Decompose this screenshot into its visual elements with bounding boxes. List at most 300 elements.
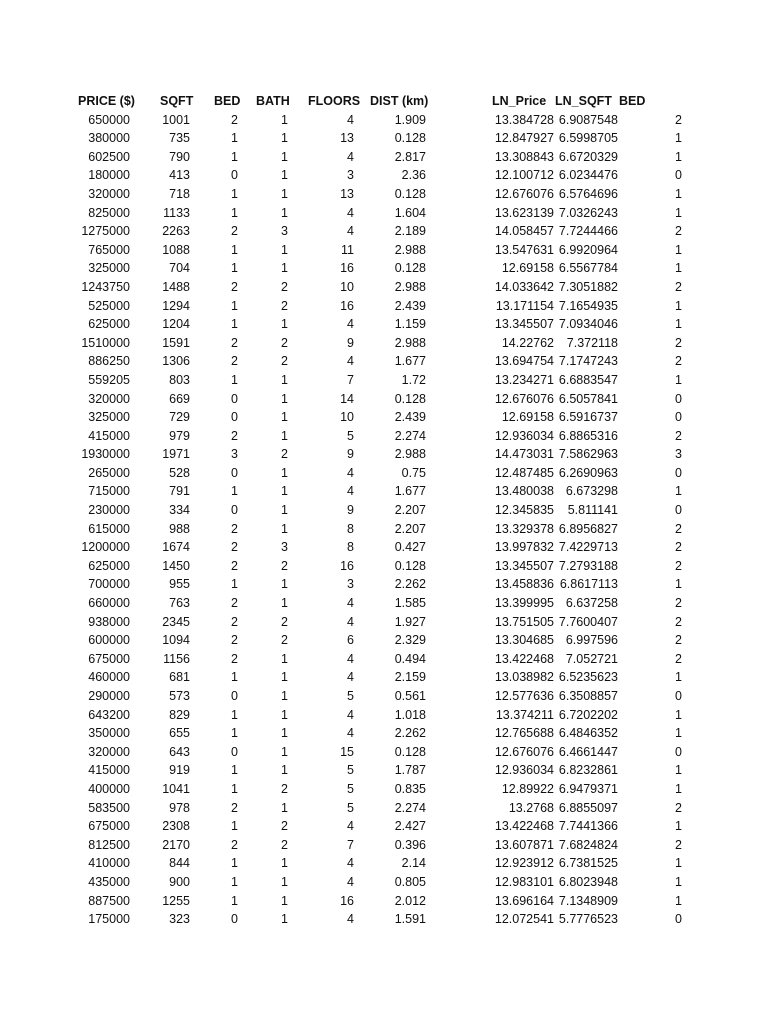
cell-bed: 2 xyxy=(231,800,238,815)
cell-price: 675000 xyxy=(88,819,130,834)
cell-bed: 1 xyxy=(231,317,238,332)
table-row xyxy=(0,631,768,650)
cell-bed-2: 1 xyxy=(675,893,682,908)
cell-bed-2: 2 xyxy=(675,596,682,611)
cell-floors: 4 xyxy=(347,614,354,629)
cell-bed-2: 1 xyxy=(675,577,682,592)
cell-floors: 7 xyxy=(347,837,354,852)
table-row xyxy=(0,501,768,520)
cell-floors: 9 xyxy=(347,503,354,518)
cell-price: 435000 xyxy=(88,874,130,889)
cell-floors: 4 xyxy=(347,224,354,239)
cell-bed-2: 1 xyxy=(675,874,682,889)
cell-bed: 1 xyxy=(231,726,238,741)
cell-dist: 0.561 xyxy=(394,689,426,703)
cell-bath: 1 xyxy=(281,726,288,741)
cell-floors: 4 xyxy=(347,651,354,666)
table-row xyxy=(0,315,768,334)
cell-ln-sqft: 7.5862963 xyxy=(558,447,618,462)
cell-bath: 2 xyxy=(281,633,288,648)
cell-sqft: 790 xyxy=(169,149,190,164)
table-row xyxy=(0,297,768,316)
cell-sqft: 829 xyxy=(169,707,190,722)
cell-floors: 10 xyxy=(340,279,354,294)
cell-ln-price: 13.480038 xyxy=(494,484,554,499)
table-row xyxy=(0,743,768,762)
cell-bed-2: 2 xyxy=(675,633,682,648)
cell-ln-price: 13.547631 xyxy=(494,242,554,257)
cell-bed: 1 xyxy=(231,893,238,908)
cell-ln-price: 12.100712 xyxy=(494,168,554,183)
cell-bed-2: 3 xyxy=(675,447,682,462)
cell-floors: 16 xyxy=(340,558,354,573)
cell-price: 290000 xyxy=(88,689,130,703)
cell-ln-sqft: 6.5057841 xyxy=(558,391,618,406)
cell-ln-sqft: 7.372118 xyxy=(566,335,618,350)
cell-ln-price: 12.577636 xyxy=(494,689,554,703)
cell-bed-2: 2 xyxy=(675,837,682,852)
cell-price: 175000 xyxy=(88,912,130,927)
cell-bed-2: 1 xyxy=(675,763,682,778)
table-row xyxy=(0,761,768,780)
cell-bed-2: 2 xyxy=(675,540,682,555)
table-row xyxy=(0,594,768,613)
header-ln-sqft: LN_SQFT xyxy=(555,94,612,108)
cell-bed-2: 1 xyxy=(675,242,682,257)
cell-ln-sqft: 6.7202202 xyxy=(558,707,618,722)
cell-sqft: 334 xyxy=(169,503,190,518)
table-row xyxy=(0,445,768,464)
cell-price: 180000 xyxy=(88,168,130,183)
cell-sqft: 1041 xyxy=(162,781,190,796)
cell-bed-2: 1 xyxy=(675,261,682,276)
cell-sqft: 1450 xyxy=(162,558,190,573)
cell-dist: 2.189 xyxy=(394,224,426,239)
cell-floors: 4 xyxy=(347,149,354,164)
table-row xyxy=(0,352,768,371)
cell-bath: 3 xyxy=(281,224,288,239)
cell-bed-2: 0 xyxy=(675,503,682,518)
cell-floors: 8 xyxy=(347,521,354,536)
cell-floors: 4 xyxy=(347,670,354,685)
cell-price: 320000 xyxy=(88,744,130,759)
cell-bed-2: 1 xyxy=(675,186,682,201)
cell-floors: 4 xyxy=(347,205,354,220)
table-row xyxy=(0,334,768,353)
cell-floors: 5 xyxy=(347,763,354,778)
cell-ln-price: 13.458836 xyxy=(494,577,554,592)
table-row xyxy=(0,427,768,446)
cell-dist: 2.274 xyxy=(394,428,426,443)
cell-bed: 1 xyxy=(231,856,238,871)
cell-bath: 1 xyxy=(281,596,288,611)
cell-sqft: 803 xyxy=(169,372,190,387)
cell-sqft: 1088 xyxy=(162,242,190,257)
cell-dist: 1.604 xyxy=(394,205,426,220)
cell-bed: 0 xyxy=(231,744,238,759)
cell-ln-price: 13.234271 xyxy=(494,372,554,387)
cell-price: 825000 xyxy=(88,205,130,220)
cell-ln-price: 14.058457 xyxy=(494,224,554,239)
cell-ln-sqft: 6.3508857 xyxy=(558,689,618,703)
cell-ln-price: 12.072541 xyxy=(494,912,554,927)
cell-bath: 2 xyxy=(281,781,288,796)
cell-sqft: 704 xyxy=(169,261,190,276)
cell-ln-sqft: 6.9920964 xyxy=(558,242,618,257)
cell-price: 1510000 xyxy=(81,335,130,350)
cell-bed: 1 xyxy=(231,670,238,685)
cell-dist: 0.128 xyxy=(394,558,426,573)
cell-floors: 9 xyxy=(347,335,354,350)
cell-sqft: 763 xyxy=(169,596,190,611)
cell-sqft: 1133 xyxy=(163,205,190,220)
cell-bed: 0 xyxy=(231,465,238,480)
cell-ln-sqft: 5.811141 xyxy=(567,503,618,518)
spreadsheet-table xyxy=(0,92,768,929)
cell-bed: 2 xyxy=(231,558,238,573)
cell-bed: 2 xyxy=(231,335,238,350)
cell-ln-price: 13.345507 xyxy=(494,317,554,332)
cell-sqft: 718 xyxy=(169,186,190,201)
cell-bath: 1 xyxy=(281,261,288,276)
cell-sqft: 413 xyxy=(169,168,190,183)
table-row xyxy=(0,278,768,297)
cell-price: 265000 xyxy=(88,465,130,480)
cell-ln-sqft: 6.6883547 xyxy=(558,372,618,387)
cell-floors: 4 xyxy=(347,596,354,611)
cell-price: 415000 xyxy=(88,763,130,778)
cell-bed: 0 xyxy=(231,168,238,183)
cell-bath: 1 xyxy=(281,856,288,871)
cell-bed-2: 2 xyxy=(675,354,682,369)
cell-bed-2: 1 xyxy=(675,484,682,499)
cell-price: 1200000 xyxy=(81,540,130,555)
cell-bath: 2 xyxy=(281,335,288,350)
cell-bed: 0 xyxy=(231,410,238,425)
cell-sqft: 643 xyxy=(169,744,190,759)
cell-floors: 4 xyxy=(347,912,354,927)
cell-bath: 3 xyxy=(281,540,288,555)
cell-ln-sqft: 6.5235623 xyxy=(558,670,618,685)
cell-floors: 4 xyxy=(347,856,354,871)
cell-ln-price: 12.345835 xyxy=(494,503,554,518)
cell-bath: 2 xyxy=(281,279,288,294)
cell-bath: 1 xyxy=(281,689,288,703)
cell-sqft: 955 xyxy=(169,577,190,592)
cell-dist: 1.787 xyxy=(394,763,426,778)
cell-floors: 4 xyxy=(347,707,354,722)
table-row xyxy=(0,464,768,483)
cell-bath: 1 xyxy=(281,372,288,387)
cell-ln-sqft: 7.6824824 xyxy=(558,837,618,852)
table-row xyxy=(0,780,768,799)
cell-dist: 0.396 xyxy=(394,837,426,852)
cell-bed: 1 xyxy=(231,372,238,387)
cell-dist: 0.128 xyxy=(394,186,426,201)
cell-floors: 10 xyxy=(340,410,354,425)
cell-ln-sqft: 7.1747243 xyxy=(558,354,618,369)
cell-dist: 2.207 xyxy=(394,503,426,518)
table-row xyxy=(0,854,768,873)
cell-price: 230000 xyxy=(88,503,130,518)
table-row xyxy=(0,575,768,594)
cell-bath: 1 xyxy=(281,670,288,685)
cell-bath: 1 xyxy=(281,874,288,889)
cell-dist: 2.988 xyxy=(394,242,426,257)
table-row xyxy=(0,390,768,409)
cell-bath: 2 xyxy=(281,298,288,313)
cell-price: 410000 xyxy=(88,856,130,871)
cell-bed: 0 xyxy=(231,503,238,518)
cell-sqft: 1094 xyxy=(162,633,190,648)
cell-floors: 5 xyxy=(347,428,354,443)
cell-bed-2: 1 xyxy=(675,131,682,146)
cell-ln-sqft: 7.3051882 xyxy=(558,279,618,294)
cell-dist: 0.805 xyxy=(394,874,426,889)
cell-floors: 4 xyxy=(347,112,354,127)
cell-sqft: 1674 xyxy=(162,540,190,555)
cell-ln-price: 12.69158 xyxy=(501,410,554,425)
cell-ln-sqft: 6.2690963 xyxy=(558,465,618,480)
cell-price: 415000 xyxy=(88,428,130,443)
table-row xyxy=(0,204,768,223)
cell-dist: 1.909 xyxy=(394,112,426,127)
cell-bed-2: 1 xyxy=(675,298,682,313)
cell-dist: 2.817 xyxy=(394,149,426,164)
cell-ln-sqft: 6.5916737 xyxy=(558,410,618,425)
cell-bath: 1 xyxy=(281,317,288,332)
cell-price: 675000 xyxy=(88,651,130,666)
cell-floors: 3 xyxy=(347,168,354,183)
table-row xyxy=(0,111,768,130)
cell-dist: 1.585 xyxy=(394,596,426,611)
cell-price: 380000 xyxy=(88,131,130,146)
cell-dist: 2.439 xyxy=(394,298,426,313)
cell-bed-2: 1 xyxy=(675,819,682,834)
table-row xyxy=(0,557,768,576)
table-row xyxy=(0,817,768,836)
cell-floors: 3 xyxy=(347,577,354,592)
cell-bed: 2 xyxy=(231,633,238,648)
cell-bed-2: 2 xyxy=(675,335,682,350)
table-row xyxy=(0,259,768,278)
cell-bath: 1 xyxy=(281,763,288,778)
cell-price: 625000 xyxy=(88,558,130,573)
cell-price: 625000 xyxy=(88,317,130,332)
header-bath: BATH xyxy=(256,94,290,108)
cell-sqft: 988 xyxy=(169,521,190,536)
cell-ln-price: 12.936034 xyxy=(494,428,554,443)
cell-bed: 1 xyxy=(231,261,238,276)
cell-bed: 2 xyxy=(231,112,238,127)
cell-ln-price: 13.607871 xyxy=(494,837,554,852)
cell-bath: 2 xyxy=(281,354,288,369)
cell-price: 1930000 xyxy=(81,447,130,462)
cell-bath: 1 xyxy=(281,465,288,480)
cell-ln-price: 12.936034 xyxy=(494,763,554,778)
cell-sqft: 1591 xyxy=(162,335,190,350)
cell-ln-price: 12.676076 xyxy=(494,186,554,201)
cell-sqft: 1971 xyxy=(162,447,190,462)
cell-ln-sqft: 6.9479371 xyxy=(558,781,618,796)
cell-sqft: 791 xyxy=(169,484,190,499)
cell-bed-2: 1 xyxy=(675,317,682,332)
cell-bath: 1 xyxy=(281,503,288,518)
cell-bath: 1 xyxy=(281,131,288,146)
cell-sqft: 1488 xyxy=(162,279,190,294)
cell-sqft: 735 xyxy=(169,131,190,146)
cell-ln-price: 14.033642 xyxy=(494,279,554,294)
cell-dist: 2.207 xyxy=(394,521,426,536)
table-row xyxy=(0,613,768,632)
cell-bed-2: 0 xyxy=(675,168,682,183)
cell-floors: 5 xyxy=(347,800,354,815)
cell-price: 525000 xyxy=(88,298,130,313)
cell-price: 765000 xyxy=(88,242,130,257)
cell-dist: 2.439 xyxy=(394,410,426,425)
cell-sqft: 1204 xyxy=(162,317,190,332)
cell-ln-price: 12.487485 xyxy=(494,465,554,480)
cell-dist: 0.835 xyxy=(394,781,426,796)
table-row xyxy=(0,129,768,148)
cell-ln-sqft: 7.7244466 xyxy=(558,224,618,239)
header-bed: BED xyxy=(214,94,241,108)
cell-bath: 1 xyxy=(281,410,288,425)
table-row xyxy=(0,538,768,557)
cell-bed: 0 xyxy=(231,912,238,927)
cell-bath: 1 xyxy=(281,428,288,443)
cell-bed-2: 2 xyxy=(675,428,682,443)
cell-ln-price: 13.038982 xyxy=(494,670,554,685)
cell-ln-sqft: 7.1348909 xyxy=(558,893,618,908)
cell-ln-price: 12.923912 xyxy=(494,856,554,871)
cell-ln-sqft: 6.0234476 xyxy=(558,168,618,183)
cell-price: 583500 xyxy=(88,800,130,815)
cell-bed: 1 xyxy=(231,763,238,778)
cell-dist: 2.012 xyxy=(394,893,426,908)
cell-ln-price: 13.997832 xyxy=(494,540,554,555)
cell-bed: 2 xyxy=(231,596,238,611)
cell-bed-2: 2 xyxy=(675,558,682,573)
table-row xyxy=(0,687,768,706)
cell-ln-price: 13.694754 xyxy=(494,354,554,369)
cell-bath: 1 xyxy=(281,521,288,536)
cell-bed: 2 xyxy=(231,614,238,629)
cell-bed: 1 xyxy=(231,819,238,834)
cell-bed-2: 1 xyxy=(675,726,682,741)
cell-sqft: 729 xyxy=(169,410,190,425)
cell-ln-price: 13.422468 xyxy=(494,819,554,834)
cell-sqft: 573 xyxy=(169,689,190,703)
cell-bed-2: 1 xyxy=(675,670,682,685)
cell-sqft: 1001 xyxy=(162,112,190,127)
cell-floors: 6 xyxy=(347,633,354,648)
cell-bed: 2 xyxy=(231,521,238,536)
cell-ln-price: 13.171154 xyxy=(495,298,554,313)
cell-ln-price: 12.847927 xyxy=(494,131,554,146)
cell-sqft: 528 xyxy=(169,465,190,480)
cell-sqft: 1294 xyxy=(162,298,190,313)
cell-sqft: 844 xyxy=(169,856,190,871)
cell-ln-price: 13.304685 xyxy=(494,633,554,648)
cell-sqft: 979 xyxy=(169,428,190,443)
cell-dist: 0.75 xyxy=(401,465,426,480)
cell-bed-2: 0 xyxy=(675,912,682,927)
cell-dist: 0.128 xyxy=(394,391,426,406)
cell-bed-2: 1 xyxy=(675,205,682,220)
cell-dist: 1.159 xyxy=(394,317,426,332)
cell-ln-price: 14.473031 xyxy=(494,447,554,462)
cell-sqft: 978 xyxy=(169,800,190,815)
cell-floors: 15 xyxy=(340,744,354,759)
cell-bed: 3 xyxy=(231,447,238,462)
cell-bath: 1 xyxy=(281,168,288,183)
table-row xyxy=(0,650,768,669)
table-row xyxy=(0,482,768,501)
header-price: PRICE ($) xyxy=(78,94,135,108)
cell-dist: 1.677 xyxy=(394,354,426,369)
cell-ln-price: 12.69158 xyxy=(501,261,554,276)
cell-floors: 4 xyxy=(347,874,354,889)
cell-bed: 1 xyxy=(231,242,238,257)
header-bed-2: BED xyxy=(619,94,646,108)
cell-bed-2: 1 xyxy=(675,856,682,871)
cell-ln-sqft: 6.4846352 xyxy=(558,726,618,741)
cell-price: 700000 xyxy=(88,577,130,592)
cell-price: 715000 xyxy=(88,484,130,499)
cell-sqft: 681 xyxy=(169,670,190,685)
table-row xyxy=(0,371,768,390)
table-row xyxy=(0,408,768,427)
header-sqft: SQFT xyxy=(160,94,194,108)
cell-floors: 13 xyxy=(340,131,354,146)
cell-ln-price: 12.89922 xyxy=(501,781,554,796)
cell-bed: 2 xyxy=(231,224,238,239)
cell-bed-2: 0 xyxy=(675,689,682,703)
cell-sqft: 2170 xyxy=(162,837,190,852)
cell-ln-sqft: 7.2793188 xyxy=(558,558,618,573)
cell-ln-sqft: 6.8232861 xyxy=(558,763,618,778)
cell-bath: 1 xyxy=(281,391,288,406)
cell-bed: 1 xyxy=(231,205,238,220)
cell-ln-sqft: 6.8956827 xyxy=(558,521,618,536)
cell-floors: 16 xyxy=(340,298,354,313)
cell-bed: 1 xyxy=(231,781,238,796)
cell-price: 650000 xyxy=(88,112,130,127)
cell-ln-price: 13.329378 xyxy=(494,521,554,536)
cell-bath: 1 xyxy=(281,744,288,759)
cell-bath: 1 xyxy=(281,149,288,164)
cell-price: 1243750 xyxy=(81,279,130,294)
table-row xyxy=(0,910,768,929)
table-row xyxy=(0,836,768,855)
cell-ln-sqft: 6.8023948 xyxy=(558,874,618,889)
cell-ln-price: 13.422468 xyxy=(494,651,554,666)
cell-ln-sqft: 5.7776523 xyxy=(558,912,618,927)
cell-bath: 1 xyxy=(281,186,288,201)
cell-sqft: 323 xyxy=(169,912,190,927)
cell-bed: 2 xyxy=(231,540,238,555)
cell-ln-price: 13.345507 xyxy=(494,558,554,573)
cell-dist: 2.988 xyxy=(394,447,426,462)
table-row xyxy=(0,668,768,687)
cell-ln-sqft: 6.9087548 xyxy=(558,112,618,127)
cell-bed: 1 xyxy=(231,149,238,164)
cell-dist: 2.159 xyxy=(394,670,426,685)
cell-floors: 4 xyxy=(347,484,354,499)
cell-floors: 5 xyxy=(347,689,354,703)
cell-ln-sqft: 7.0326243 xyxy=(558,205,618,220)
